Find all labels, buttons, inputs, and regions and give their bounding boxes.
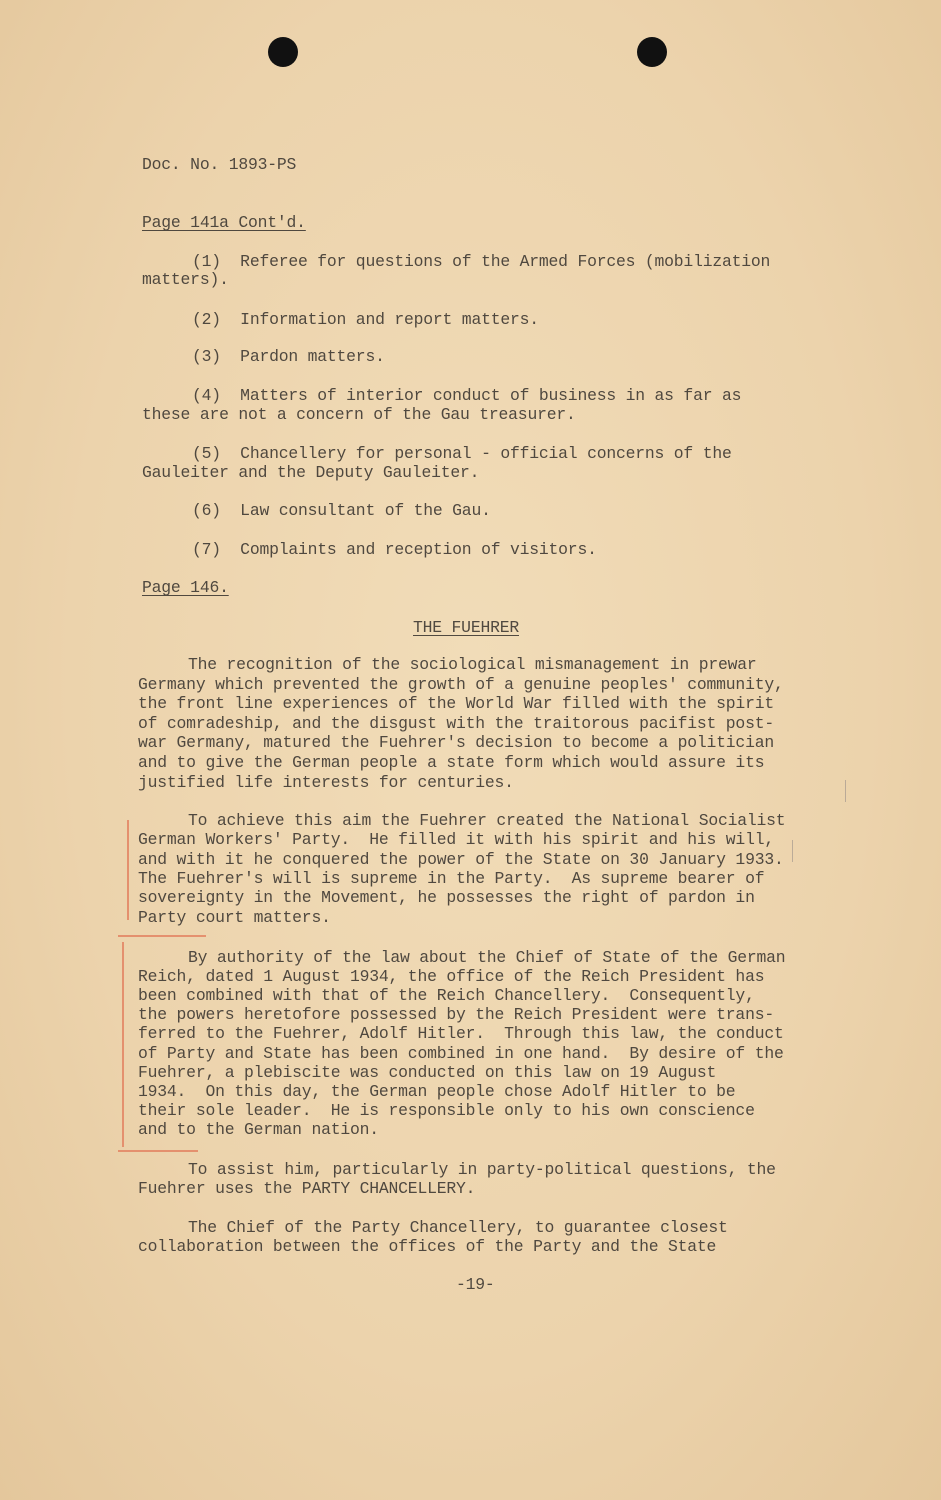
paragraph-line: To assist him, particularly in party-political questions, the <box>188 1160 776 1179</box>
list-item-line: (7) Complaints and reception of visitors. <box>192 540 597 559</box>
paragraph-line: of Party and State has been combined in one hand. By desire of the <box>138 1044 784 1063</box>
paragraph-line: Fuehrer uses the PARTY CHANCELLERY. <box>138 1179 476 1198</box>
red-margin-mark <box>127 820 129 920</box>
paragraph-line: and to give the German people a state form which would assure its <box>138 753 765 772</box>
section-title: THE FUEHRER <box>413 618 519 637</box>
red-margin-mark <box>118 935 206 937</box>
paragraph-line: 1934. On this day, the German people chose Adolf Hitler to be <box>138 1082 736 1101</box>
pencil-margin-mark <box>792 840 793 862</box>
paragraph-line: Reich, dated 1 August 1934, the office of the Reich President has <box>138 967 765 986</box>
list-item-line: (6) Law consultant of the Gau. <box>192 501 491 520</box>
pencil-margin-mark <box>845 780 846 802</box>
list-item-line: (3) Pardon matters. <box>192 347 385 366</box>
punch-hole-right <box>637 37 667 67</box>
paragraph-line: Party court matters. <box>138 908 331 927</box>
page-reference: Page 141a Cont'd. <box>142 213 306 232</box>
paragraph-line: Germany which prevented the growth of a genuine peoples' community, <box>138 675 784 694</box>
paragraph-line: and with it he conquered the power of the State on 30 January 1933. <box>138 850 784 869</box>
list-item-line: (5) Chancellery for personal - official concerns of the <box>192 444 732 463</box>
paragraph-line: sovereignty in the Movement, he possesses the right of pardon in <box>138 888 755 907</box>
paragraph-line: German Workers' Party. He filled it with his spirit and his will, <box>138 830 774 849</box>
red-margin-mark <box>118 1150 198 1152</box>
paragraph-line: been combined with that of the Reich Chancellery. Consequently, <box>138 986 755 1005</box>
paragraph-line: collaboration between the offices of the Party and the State <box>138 1237 717 1256</box>
page-reference: Page 146. <box>142 578 229 597</box>
paragraph-line: By authority of the law about the Chief of State of the German <box>188 948 786 967</box>
paragraph-line: the front line experiences of the World War filled with the spirit <box>138 694 774 713</box>
red-margin-mark <box>122 942 124 1147</box>
list-item-line: Gauleiter and the Deputy Gauleiter. <box>142 463 480 482</box>
paragraph-line: justified life interests for centuries. <box>138 773 514 792</box>
paragraph-line: ferred to the Fuehrer, Adolf Hitler. Through this law, the conduct <box>138 1024 784 1043</box>
paragraph-line: the powers heretofore possessed by the Reich President were trans- <box>138 1005 774 1024</box>
list-item-line: (2) Information and report matters. <box>192 310 539 329</box>
paragraph-line: The Fuehrer's will is supreme in the Party. As supreme bearer of <box>138 869 765 888</box>
list-item-line: (4) Matters of interior conduct of business in as far as <box>192 386 742 405</box>
paragraph-line: To achieve this aim the Fuehrer created the National Socialist <box>188 811 786 830</box>
paragraph-line: and to the German nation. <box>138 1120 379 1139</box>
paragraph-line: of comradeship, and the disgust with the traitorous pacifist post- <box>138 714 774 733</box>
paragraph-line: war Germany, matured the Fuehrer's decision to become a politician <box>138 733 774 752</box>
punch-hole-left <box>268 37 298 67</box>
list-item-line: (1) Referee for questions of the Armed Forces (mobilization <box>192 252 771 271</box>
list-item-line: these are not a concern of the Gau treasurer. <box>142 405 576 424</box>
page-number: -19- <box>456 1275 495 1294</box>
doc-number: Doc. No. 1893-PS <box>142 155 297 174</box>
paragraph-line: Fuehrer, a plebiscite was conducted on this law on 19 August <box>138 1063 717 1082</box>
paragraph-line: their sole leader. He is responsible only to his own conscience <box>138 1101 755 1120</box>
paragraph-line: The recognition of the sociological mismanagement in prewar <box>188 655 757 674</box>
paragraph-line: The Chief of the Party Chancellery, to guarantee closest <box>188 1218 728 1237</box>
list-item-line: matters). <box>142 270 229 289</box>
